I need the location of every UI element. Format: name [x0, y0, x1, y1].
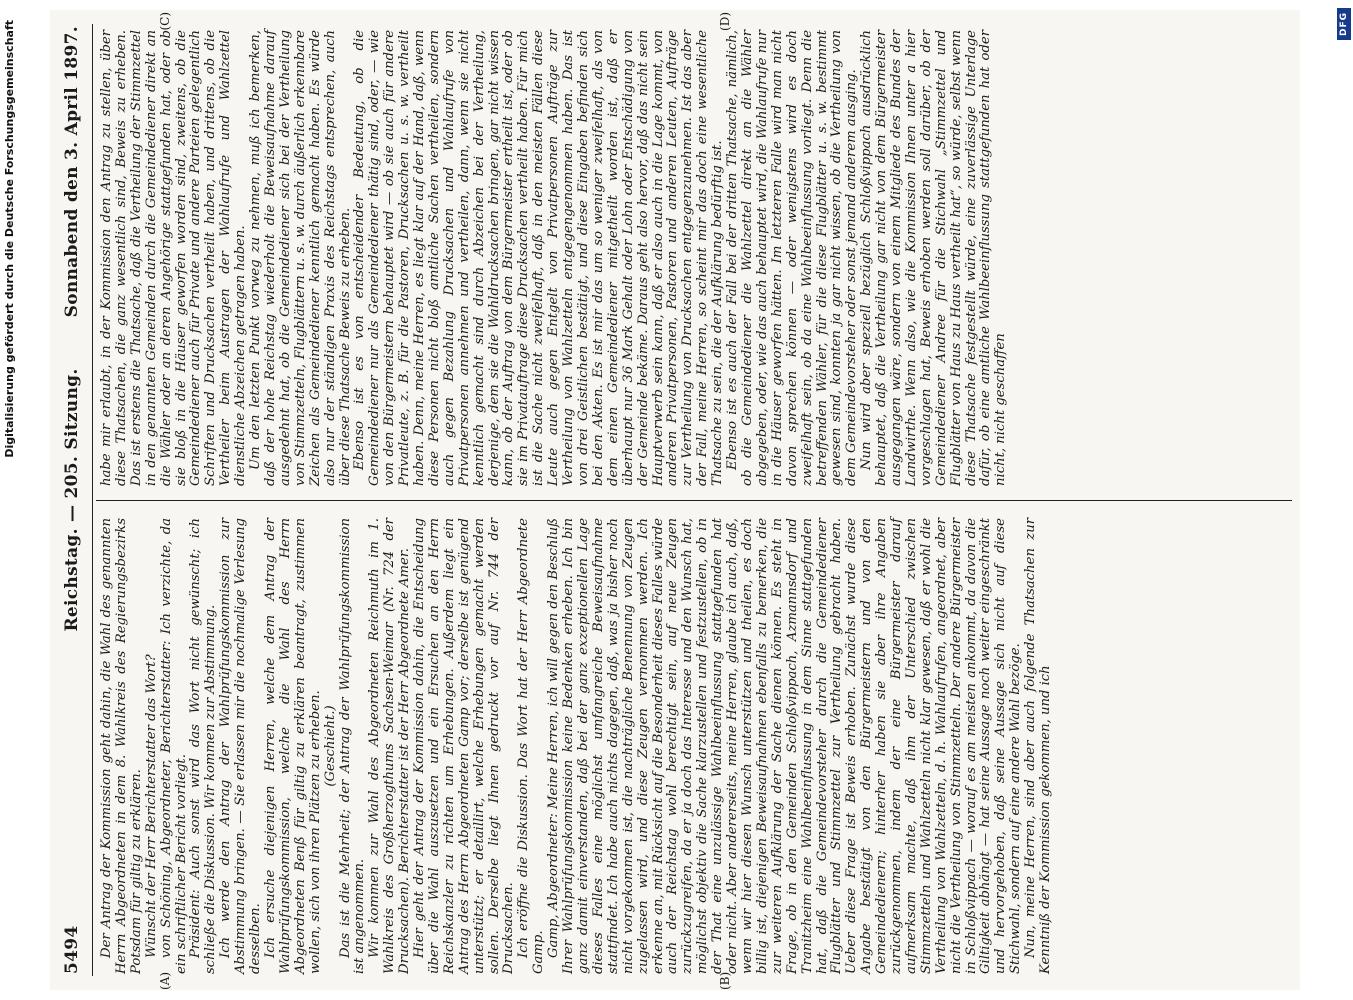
left-column-paragraph: Wir kommen zur Wahl des Abgeordneten Reichmuth im 1. Wahlkreis des Großherzogthums Sachsen-Weimar (Nr. 724 der Drucksachen). Berichterstatter ist der Herr Abgeordnete Amer. [367, 518, 413, 974]
column-divider [96, 500, 1292, 501]
left-column-paragraph: Ich werde den Antrag der Wahlprüfungskommission zur Abstimmung bringen. — Sie erlassen mir die nochmalige Verlesung desselben. [218, 518, 264, 974]
page-number: 5494 [62, 925, 82, 974]
left-column-paragraph: Hier geht der Antrag der Kommission dahin, die Entscheidung über die Wahl auszusetzen und ein Ersuchen an den Herrn Reichskanzler zu richten um Erhebungen. Außerdem liegt ein Antrag des Herrn Abgeordneten Gamp vor; derselbe ist genügend unterstützt; er detaillirt, welche Erhebungen gemacht werden sollen. Derselbe liegt Ihnen gedruckt vor auf Nr. 744 der Drucksachen. [412, 518, 517, 974]
header-rule [92, 24, 93, 976]
margin-marker-b: (B) [718, 971, 732, 990]
left-column-paragraph: Ich ersuche diejenigen Herren, welche dem Antrag der Wahlprüfungskommission, welche die Wahl des Herrn Abgeordneten Benß für giltig zu erklären beantragt, zustimmen wollen, sich von ihren Plätzen zu erheben. [262, 518, 323, 974]
margin-marker-c: (C) [158, 12, 172, 31]
session-date: Sonnabend den 3. April 1897. [62, 26, 82, 318]
left-column-paragraph: Der Antrag der Kommission geht dahin, die Wahl des genannten Herrn Abgeordneten in dem 8. Wahlkreis des Regierungsbezirks Potsdam für giltig zu erklären. [99, 518, 144, 974]
right-column-paragraph: habe mir erlaubt, in der Kommission den Antrag zu stellen, über diese Thatsachen, die ganz wesentlich sind, Beweis zu erheben. Das ist erstens die Thatsache, daß die Vertheilung der Stimmzettel in den genannten Gemeinden durch die Gemeindediener direkt an die Wähler oder an deren Angehörige stattgefunden hat, oder ob sie bloß in die Häuser geworfen worden sind, zweitens, ob die Gemeindediener auch für Private und andere Parteien gelegentlich Schriften und Drucksachen vertheilt haben, und drittens, ob die Vertheiler beim Austragen der Wahlaufrufe und Wahlzettel dienstliche Abzeichen getragen haben. [99, 30, 249, 486]
margin-marker-d: (D) [718, 12, 732, 31]
right-column [99, 12, 1290, 486]
left-column-paragraph: Gamp, Abgeordneter: Meine Herren, ich will gegen den Beschluß Ihrer Wahlprüfungskommission keine Bedenken erheben. Ich bin ganz damit einverstanden, daß bei der ganz exzeptionellen Lage dieses Falles eine möglichst umfangreiche Beweisaufnahme stattfindet. Ich habe auch nichts dagegen, daß, was ja bisher noch nicht vorgekommen ist, die nachträgliche Benennung von Zeugen zugelassen wird, und diese Zeugen vernommen werden. Ich erkenne an, mit Rücksicht auf die Besonderheit dieses Falles würde auch der Reichstag wohl berechtigt sein, auf neue Zeugen zurückzugreifen, da er ja doch das Interesse und den Wunsch hat, möglichst objektiv die Sache klarzustellen und festzustellen, ob in der That eine unzulässige Wahlbeeinflussung stattgefunden hat oder nicht. Aber andererseits, meine Herren, glaube ich auch, daß, wenn wir hier diesen Wunsch unterstützen und theilen, es doch billig ist, diejenigen Beweisaufnahmen ebenfalls zu bemerken, die zur weiteren Aufklärung der Sache dienen können. Es steht in Frage, ob in den Gemeinden Schloßvippach, Azmannsdorf und Tranitzheim eine Wahlbeeinflussung in dem Sinne stattgefunden hat, daß die Gemeindevorsteher durch die Gemeindediener Flugblätter und Stimmzettel zur Vertheilung gebracht haben. Ueber diese Frage ist Beweis erhoben. Zunächst wurde diese Angabe bestätigt von den Bürgermeistern und von den Gemeindedienern; hinterher haben sie aber ihre Angaben zurückgenommen, indem der eine Bürgermeister darauf aufmerksam machte, daß ihm der Unterschied zwischen Stimmzetteln und Wahlzetteln nicht klar gewesen, daß er wohl die Vertheilung von Wahlzetteln, d. h. Wahlaufrufen, angeordnet, aber nicht die Vertheilung von Stimmzetteln. Der andere Bürgermeister in Schloßvippach — worauf es am meisten ankommt, da davon die Giltigkeit abhängt — hat seine Aussage noch weiter eingeschränkt und hervorgehoben, daß seine Aussage sich nicht auf diese Stichwahl, sondern auf eine andere Wahl bezöge. [546, 518, 1024, 974]
digitization-credit: Digitalisierung gefördert durch die Deutsche Forschungsgemeinschaft [3, 20, 16, 458]
left-column [99, 518, 1290, 990]
right-column-paragraph: Nun wird aber speziell bezüglich Schloßvippach ausdrücklich behauptet, daß die Vertheilung gar nicht von dem Bürgermeister ausgegangen wäre, sondern von einem Mitgliede des Bundes der Landwirthe. Wenn also, wie die Kommission Ihnen unter a hier vorgeschlagen hat, Beweis erhoben werden soll darüber, ob der Gemeindediener Andree für die Stichwahl „Stimmzettel und Flugblätter von Haus zu Haus vertheilt hat“, so würde, selbst wenn diese Thatsache festgestellt würde, eine zuverlässige Unterlage dafür, ob eine amtliche Wahlbeeinflussung stattgefunden hat oder nicht, nicht geschaffen [859, 30, 1009, 486]
left-column-paragraph: Präsident: Auch sonst wird das Wort nicht gewünscht; ich schließe die Diskussion. Wir kommen zur Abstimmung. [188, 518, 219, 974]
left-column-paragraph: Wünscht der Herr Berichterstatter das Wort? [143, 654, 159, 958]
left-column-paragraph: Nun, meine Herren, sind aber auch folgende Thatsachen zur Kenntniß der Kommission gekommen, und ich [1023, 518, 1054, 974]
right-column-paragraph: Ebenso ist es auch der Fall bei der dritten Thatsache, nämlich, ob die Gemeindediener die Wahlzettel direkt an die Wähler abgegeben, oder, wie das auch behauptet wird, die Wahlaufrufe nur in die Häuser geworfen hätten. Im letzteren Falle wird man nicht davon sprechen können — oder wenigstens wird es doch zweifelhaft sein, ob da eine Wahlbeeinflussung vorliegt. Denn die betreffenden Wähler, für die diese Flugblätter u. s. w. bestimmt gewesen sind, konnten ja gar nicht wissen, ob die Vertheilung von dem Gemeindevorsteher oder sonst jemand anderem ausging. [725, 30, 860, 486]
margin-marker-a: (A) [158, 971, 172, 990]
dfg-logo [1337, 8, 1351, 40]
right-column-paragraph: Um den letzten Punkt vorweg zu nehmen, muß ich bemerken, daß der hohe Reichstag wiederholt die Beweisaufnahme darauf ausgedehnt hat, ob die Gemeindediener sich bei der Vertheilung von Stimmzetteln, Flugblättern u. s. w. durch äußerlich erkennbare Zeichen als Gemeindediener kenntlich gemacht haben. Es würde also nur der ständigen Praxis des Reichstags entsprechen, auch über diese Thatsache Beweis zu erheben. [248, 30, 353, 486]
page-header [60, 26, 90, 974]
left-column-paragraph: von Schöning, Abgeordneter, Berichterstatter: Ich verzichte, da ein schriftlicher Bericht vorliegt. [158, 518, 189, 974]
running-title: Reichstag. — 205. Sitzung. [62, 368, 82, 632]
left-column-paragraph: Das ist die Mehrheit; der Antrag der Wahlprüfungskommission ist angenommen. [337, 518, 368, 974]
left-column-paragraph: (Geschieht.) [322, 705, 338, 787]
document-page [50, 10, 1300, 990]
right-column-paragraph: Ebenso ist es von entscheidender Bedeutung, ob die Gemeindediener nur als Gemeindediener thätig sind, oder, — wie von den Bürgermeistern behauptet wird — ob sie auch für andere Privatleute, z. B. für die Pastoren, Drucksachen u. s. w. vertheilt haben. Denn, meine Herren, es liegt klar auf der Hand, daß, wenn diese Personen nicht bloß amtliche Sachen vertheilen, sondern auch gegen Bezahlung Drucksachen und Wahlaufrufe von Privatpersonen annehmen und vertheilen, dann, wenn sie nicht kenntlich gemacht sind durch Abzeichen bei der Vertheilung, derjenige, dem sie die Wahldrucksachen bringen, gar nicht wissen kann, ob der Auftrag von dem Bürgermeister ertheilt ist, oder ob sie im Privatauftrage diese Drucksachen vertheilt haben. Für mich ist die Sache nicht zweifelhaft, daß in den meisten Fällen diese Leute auch gegen Entgelt von Privatpersonen Aufträge zur Vertheilung von Wahlzetteln entgegengenommen haben. Das ist von drei Geistlichen bestätigt, und diese Eingaben befinden sich bei den Akten. Es ist mir das um so weniger zweifelhaft, als von dem einen Gemeindediener mitgetheilt worden ist, daß er überhaupt nur 36 Mark Gehalt oder Lohn oder Entschädigung von der Gemeinde bekäme. Daraus geht also hervor, daß das nicht sein Hauptverwerb sein kann, daß er also auch in die Lage kommt, von anderen Privatpersonen, Pastoren und anderen Leuten, Aufträge zur Vertheilung von Drucksachen entgegenzunehmen. Ist das aber der Fall, meine Herren, so scheint mir das doch eine wesentliche Thatsache zu sein, die der Aufklärung bedürftig ist. [352, 30, 726, 486]
left-column-paragraph: Ich eröffne die Diskussion. Das Wort hat der Herr Abgeordnete Gamp. [516, 518, 547, 974]
dfg-logo-text: DFG [1339, 11, 1350, 37]
